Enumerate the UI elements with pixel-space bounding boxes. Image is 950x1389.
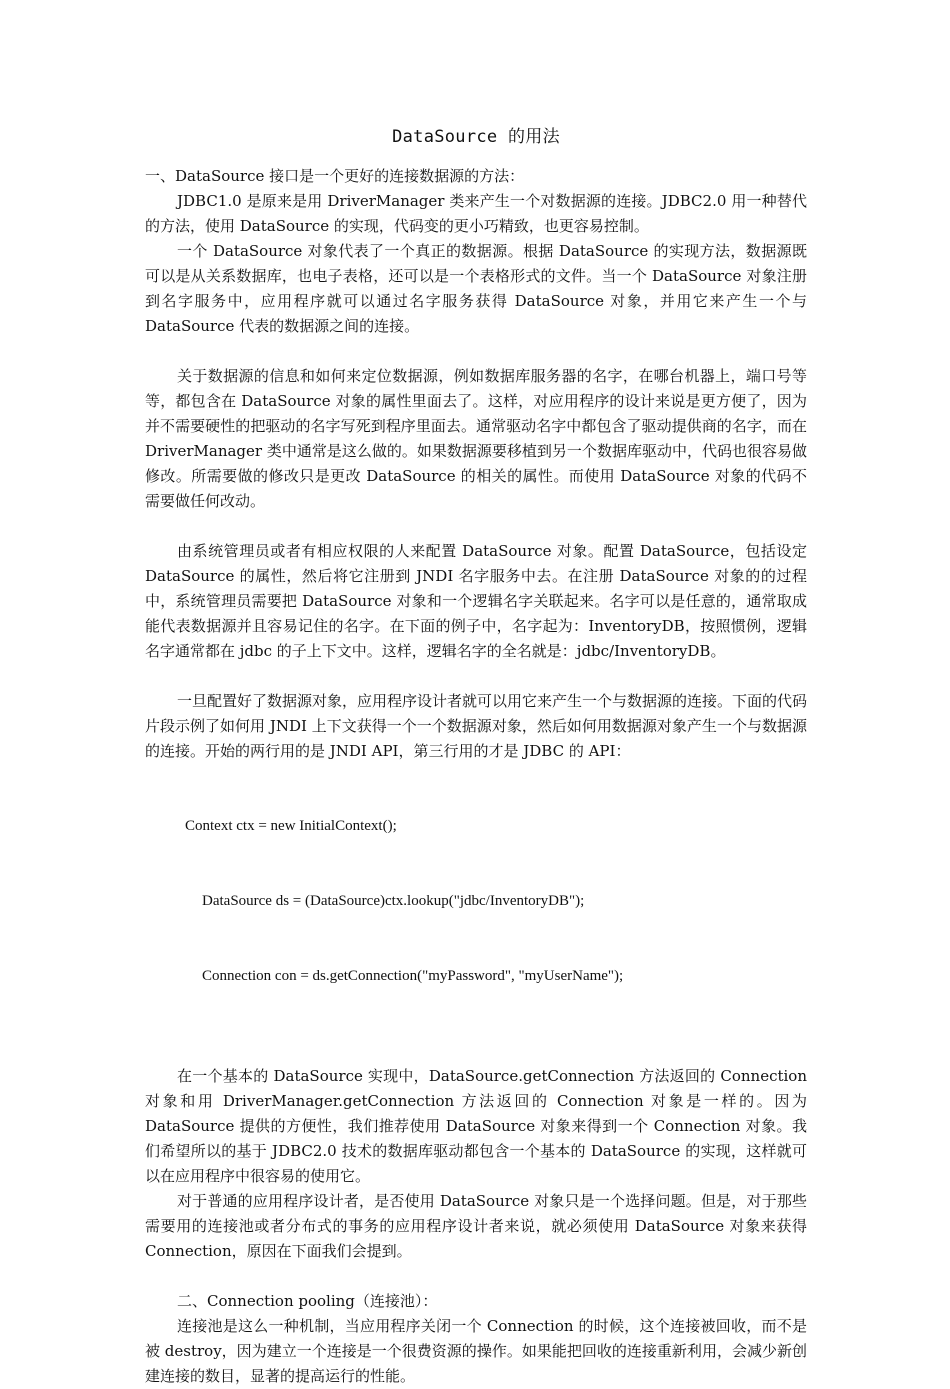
section-1-paragraph-7: 对于普通的应用程序设计者，是否使用 DataSource 对象只是一个选择问题。但是，对于那些需要用的连接池或者分布式的事务的应用程序设计者来说，就必须使用 DataSource 对象来获得 Connection，原因在下面我们会提到。 bbox=[145, 1192, 807, 1260]
code-line: DataSource ds = (DataSource)ctx.lookup("jdbc/InventoryDB"); bbox=[202, 893, 585, 909]
section-1-paragraph-3: 关于数据源的信息和如何来定位数据源，例如数据库服务器的名字，在哪台机器上，端口号等等，都包含在 DataSource 对象的属性里面去了。这样，对应用程序的设计来说是更方便了，因为并不需要硬性的把驱动的名字写死到程序里面去。通常驱动名字中都包含了驱动提供商的名字，而在 DriverManager 类中通常是这么做的。如果数据源要移植到另一个数据库驱动中，代码也很容易做修改。所需要做的修改只是更改 DataSource 的相关的属性。而使用 DataSource 对象的代码不需要做任何改动。 bbox=[145, 367, 807, 510]
section-1-paragraph-4: 由系统管理员或者有相应权限的人来配置 DataSource 对象。配置 DataSource，包括设定 DataSource 的属性，然后将它注册到 JNDI 名字服务中去。在注册 DataSource 对象的的过程中，系统管理员需要把 DataSource 对象和一个逻辑名字关联起来。名字可以是任意的，通常取成能代表数据源并且容易记住的名字。在下面的例子中，名字起为：InventoryDB，按照惯例，逻辑名字通常都在 jdbc 的子上下文中。这样，逻辑名字的全名就是：jdbc/InventoryDB。 bbox=[145, 542, 807, 660]
section-1-paragraph-6: 在一个基本的 DataSource 实现中，DataSource.getConnection 方法返回的 Connection 对象和用 DriverManager.getConnection 方法返回的 Connection 对象是一样的。因为 DataSource 提供的方便性，我们推荐使用 DataSource 对象来得到一个 Connection 对象。我们希望所以的基于 JDBC2.0 技术的数据库驱动都包含一个基本的 DataSource 的实现，这样就可以在应用程序中很容易的使用它。 bbox=[145, 1067, 807, 1185]
paragraph-spacer bbox=[145, 514, 807, 539]
code-line: Connection con = ds.getConnection("myPassword", "myUserName"); bbox=[202, 968, 624, 984]
code-snippet bbox=[145, 764, 807, 1039]
paragraph-spacer bbox=[145, 339, 807, 364]
document-title: DataSource 的用法 bbox=[392, 127, 560, 147]
section-1-paragraph-2: 一个 DataSource 对象代表了一个真正的数据源。根据 DataSource 的实现方法，数据源既可以是从关系数据库，也电子表格，还可以是一个表格形式的文件。当一个 DataSource 对象注册到名字服务中，应用程序就可以通过名字服务获得 DataSource 对象，并用它来产生一个与 DataSource 代表的数据源之间的连接。 bbox=[145, 242, 807, 335]
section-2-paragraph-1: 连接池是这么一种机制，当应用程序关闭一个 Connection 的时候，这个连接被回收，而不是被 destroy，因为建立一个连接是一个很费资源的操作。如果能把回收的连接重新利用，会减少新创建连接的数目，显著的提高运行的性能。 bbox=[145, 1317, 807, 1385]
section-1-paragraph-5: 一旦配置好了数据源对象，应用程序设计者就可以用它来产生一个与数据源的连接。下面的代码片段示例了如何用 JNDI 上下文获得一个一个数据源对象，然后如何用数据源对象产生一个与数据源的连接。开始的两行用的是 JNDI API，第三行用的才是 JDBC 的 API： bbox=[145, 692, 808, 760]
paragraph-spacer bbox=[145, 1264, 807, 1289]
paragraph-spacer bbox=[145, 664, 807, 689]
section-2-heading: 二、Connection pooling（连接池）： bbox=[177, 1292, 438, 1310]
section-1-paragraph-1: JDBC1.0 是原来是用 DriverManager 类来产生一个对数据源的连接。JDBC2.0 用一种替代的方法，使用 DataSource 的实现，代码变的更小巧精致，也更容易控制。 bbox=[145, 192, 807, 235]
section-1-heading: 一、DataSource 接口是一个更好的连接数据源的方法： bbox=[145, 167, 525, 185]
paragraph-spacer bbox=[145, 1039, 807, 1064]
document-page bbox=[145, 124, 807, 1389]
code-line: Context ctx = new InitialContext(); bbox=[185, 818, 397, 834]
